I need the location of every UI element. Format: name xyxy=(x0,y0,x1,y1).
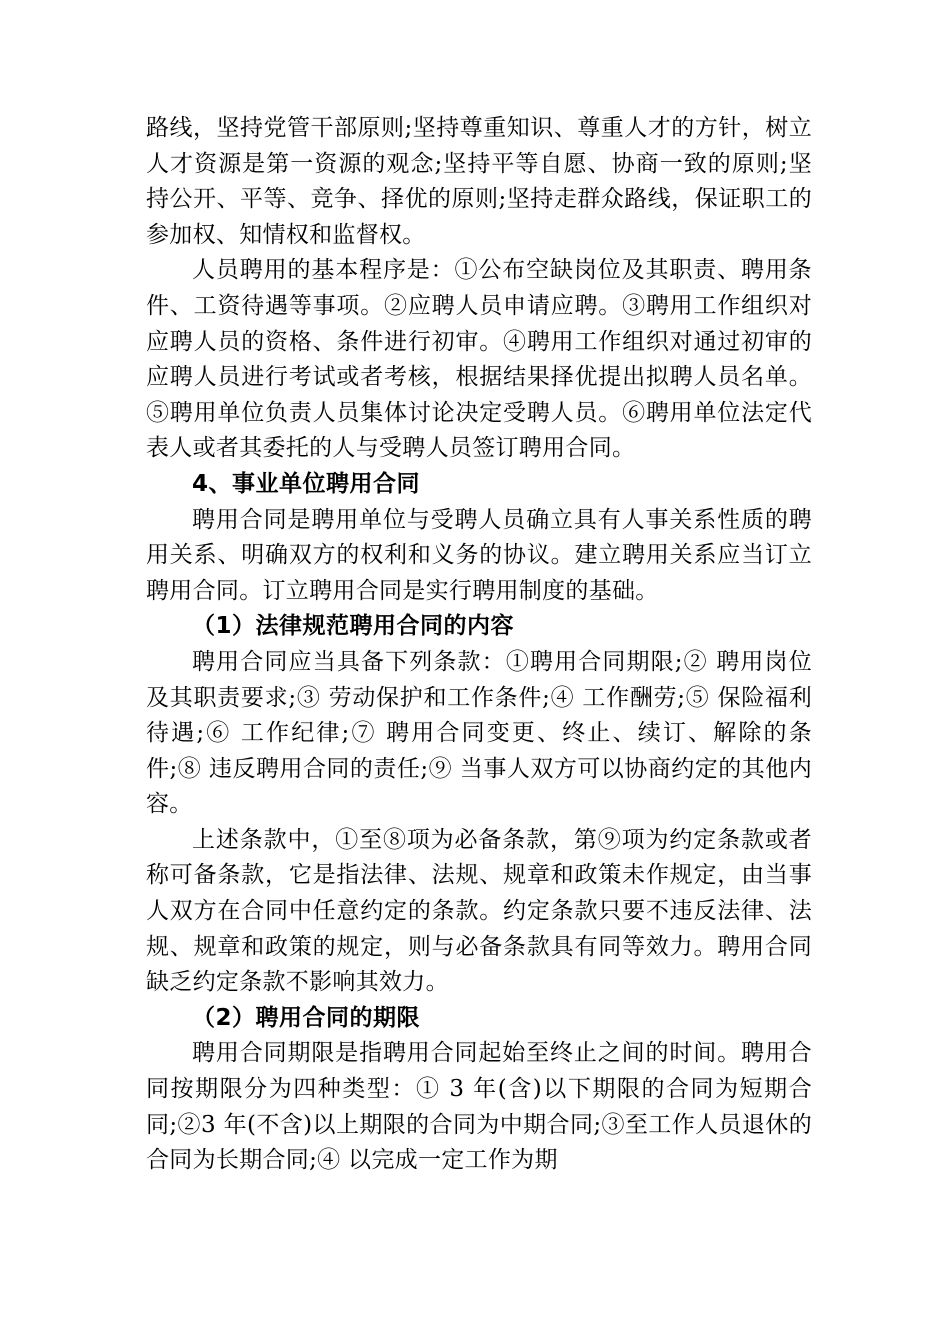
section-heading-contract: 4、事业单位聘用合同 xyxy=(192,470,421,497)
paragraph-required-clauses: 上述条款中，①至⑧项为必备条款，第⑨项为约定条款或者称可备条款，它是指法律、法规、规章和政策未作规定，由当事人双方在合同中任意约定的条款。约定条款只要不违反法律、法规、规章和政策的规定，则与必备条款具有同等效力。聘用合同缺乏约定条款不影响其效力。 xyxy=(146,826,812,996)
paragraph-contract-definition: 聘用合同是聘用单位与受聘人员确立具有人事关系性质的聘用关系、明确双方的权利和义务的协议。建立聘用关系应当订立聘用合同。订立聘用合同是实行聘用制度的基础。 xyxy=(146,506,812,604)
paragraph-contract-clauses: 聘用合同应当具备下列条款：①聘用合同期限;② 聘用岗位及其职责要求;③ 劳动保护和工作条件;④ 工作酬劳;⑤ 保险福利待遇;⑥ 工作纪律;⑦ 聘用合同变更、终止、续订、解除的条件;⑧ 违反聘用合同的责任;⑨ 当事人双方可以协商约定的其他内容。 xyxy=(146,648,812,818)
paragraph-hiring-procedure: 人员聘用的基本程序是：①公布空缺岗位及其职责、聘用条件、工资待遇等事项。②应聘人员申请应聘。③聘用工作组织对应聘人员的资格、条件进行初审。④聘用工作组织对通过初审的应聘人员进行考试或者考核，根据结果择优提出拟聘人员名单。⑤聘用单位负责人员集体讨论决定受聘人员。⑥聘用单位法定代表人或者其委托的人与受聘人员签订聘用合同。 xyxy=(146,257,812,462)
document-body xyxy=(146,111,812,1179)
subheading-contract-term: （2）聘用合同的期限 xyxy=(192,1004,421,1031)
subheading-contract-content: （1）法律规范聘用合同的内容 xyxy=(192,613,515,640)
paragraph-contract-term: 聘用合同期限是指聘用合同起始至终止之间的时间。聘用合同按期限分为四种类型：① 3 年(含)以下期限的合同为短期合同;②3 年(不含)以上期限的合同为中期合同;③至工作人员退休的合同为长期合同;④ 以完成一定工作为期 xyxy=(146,1040,812,1174)
paragraph-principles: 路线，坚持党管干部原则;坚持尊重知识、尊重人才的方针，树立人才资源是第一资源的观念;坚持平等自愿、协商一致的原则;坚持公开、平等、竞争、择优的原则;坚持走群众路线，保证职工的参加权、知情权和监督权。 xyxy=(146,115,812,248)
